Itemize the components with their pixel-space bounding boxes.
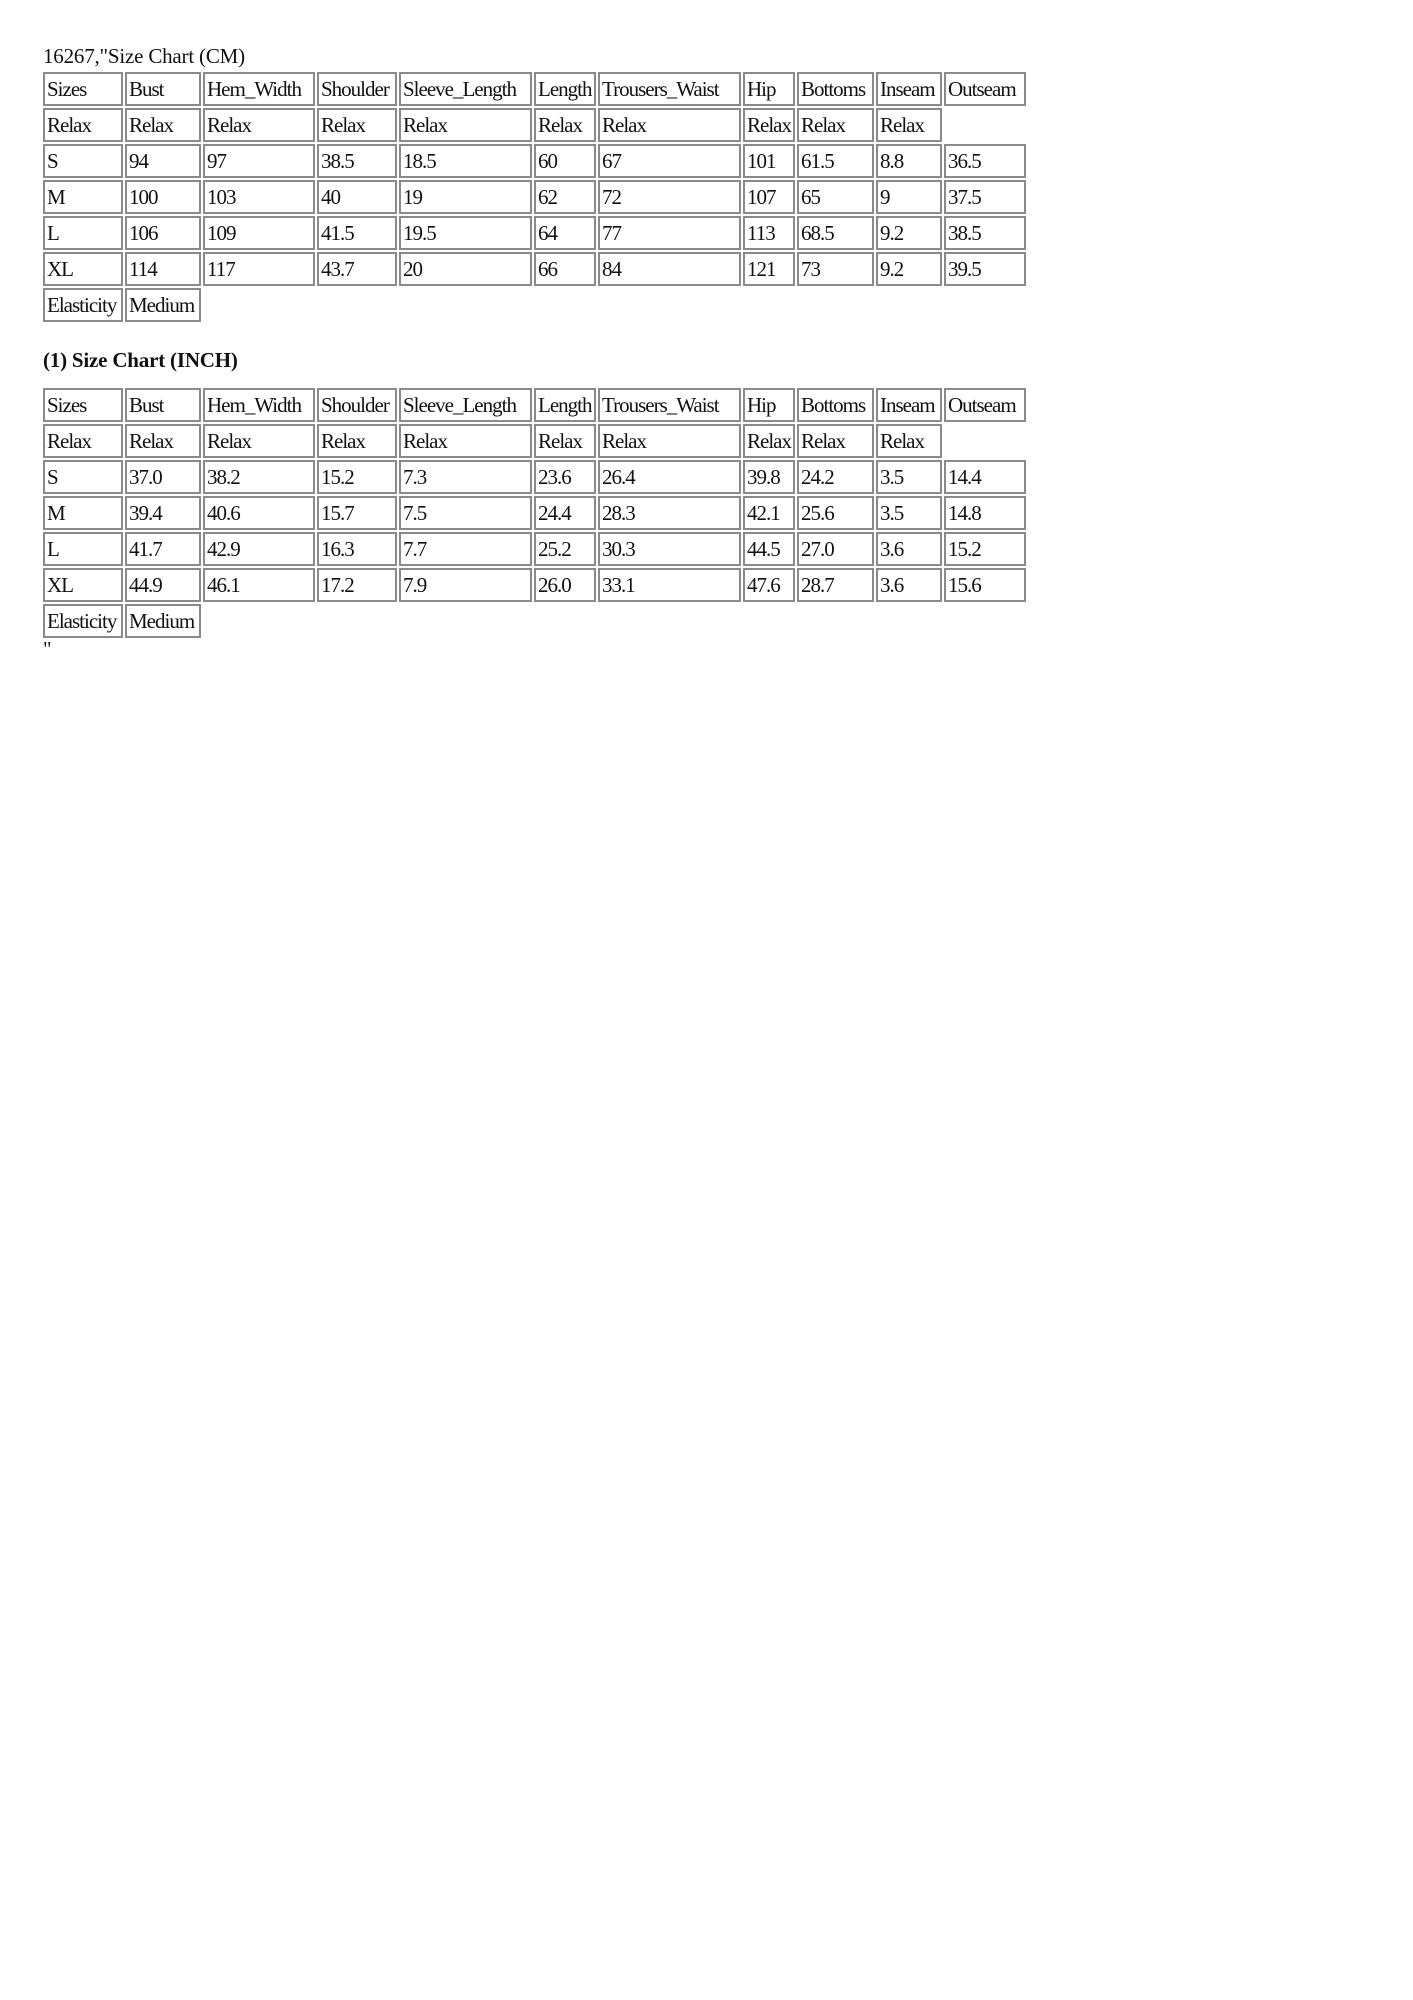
table-cell: 43.7 [317,252,397,286]
table-cell: 37.5 [944,180,1026,214]
table-cell: Relax [797,424,874,458]
table-cell: Relax [43,108,123,142]
size-chart-cm-table [41,70,1028,324]
table-cell: Bust [125,388,201,422]
table-cell: Relax [317,424,397,458]
table-cell: XL [43,568,123,602]
table-cell: L [43,532,123,566]
table-cell: 7.9 [399,568,532,602]
table-cell: 103 [203,180,315,214]
table-cell: 77 [598,216,741,250]
table-cell: 15.2 [944,532,1026,566]
table-cell: Bottoms [797,388,874,422]
table-cell: Relax [534,424,596,458]
table-cell: Relax [876,108,942,142]
table-cell: 15.6 [944,568,1026,602]
table-cell: 94 [125,144,201,178]
table-cell: 44.9 [125,568,201,602]
table-cell: 15.7 [317,496,397,530]
table-cell: 7.3 [399,460,532,494]
table-cell: 3.6 [876,568,942,602]
table-cell-absent [876,288,942,322]
table-cell: Relax [203,424,315,458]
table-row [43,252,1026,286]
table-row [43,568,1026,602]
table-cell: Length [534,72,596,106]
table-header-row [43,72,1026,106]
table-cell: 9.2 [876,216,942,250]
table-cell: 97 [203,144,315,178]
table-cell: Relax [399,424,532,458]
table-cell-absent [534,604,596,638]
table-cell: 113 [743,216,795,250]
table-cell-absent [317,288,397,322]
table-cell: Relax [598,424,741,458]
table-cell: 16.3 [317,532,397,566]
table-cell: Hip [743,72,795,106]
table-cell: 106 [125,216,201,250]
table-cell: 73 [797,252,874,286]
table-fit-row [43,424,1026,458]
table-cell: Elasticity [43,288,123,322]
table-cell: 46.1 [203,568,315,602]
table-cell: 64 [534,216,596,250]
table-cell: 9 [876,180,942,214]
table-cell: 39.8 [743,460,795,494]
table-cell: L [43,216,123,250]
table-cell: 62 [534,180,596,214]
table-row [43,460,1026,494]
table-cell: Relax [534,108,596,142]
table-cell: 26.4 [598,460,741,494]
table-cell: 38.5 [317,144,397,178]
table-cell: Relax [43,424,123,458]
table-row [43,144,1026,178]
table-cell: Shoulder [317,388,397,422]
table-cell: Inseam [876,72,942,106]
table-cell: Outseam [944,388,1026,422]
table-cell: Relax [743,424,795,458]
table-cell [944,424,1026,458]
table-cell: 84 [598,252,741,286]
table-cell-absent [598,288,741,322]
table-cell: XL [43,252,123,286]
table-cell: 30.3 [598,532,741,566]
table-cell: 24.4 [534,496,596,530]
table-cell: Sizes [43,388,123,422]
table-cell-absent [743,604,795,638]
table-cell: 66 [534,252,596,286]
table-cell: 19.5 [399,216,532,250]
table-cell: 68.5 [797,216,874,250]
table-cell: 24.2 [797,460,874,494]
table-cell: Relax [203,108,315,142]
table-cell: Medium [125,288,201,322]
table-elasticity-row [43,288,1026,322]
table-cell: 41.5 [317,216,397,250]
table-cell: Medium [125,604,201,638]
table-cell-absent [944,288,1026,322]
table-cell: 33.1 [598,568,741,602]
inch-section-title: (1) Size Chart (INCH) [43,348,238,372]
table-cell: Trousers_Waist [598,72,741,106]
table-cell: Relax [125,424,201,458]
table-cell: Elasticity [43,604,123,638]
table-cell: Bust [125,72,201,106]
table-cell-absent [797,604,874,638]
table-cell: Hem_Width [203,388,315,422]
table-header-row [43,388,1026,422]
table-cell: 25.2 [534,532,596,566]
table-cell-absent [203,604,315,638]
table-row [43,180,1026,214]
table-cell-absent [598,604,741,638]
size-chart-inch-table [41,386,1028,640]
table-cell [944,108,1026,142]
table-cell: 26.0 [534,568,596,602]
table-cell-absent [876,604,942,638]
table-elasticity-row [43,604,1026,638]
table-cell: 61.5 [797,144,874,178]
table-row [43,216,1026,250]
table-cell: Shoulder [317,72,397,106]
table-cell: 44.5 [743,532,795,566]
table-cell: 20 [399,252,532,286]
table-cell: 47.6 [743,568,795,602]
table-cell: Trousers_Waist [598,388,741,422]
table-row [43,496,1026,530]
table-cell: 114 [125,252,201,286]
table-cell: 39.5 [944,252,1026,286]
table-cell: 121 [743,252,795,286]
table-cell: 41.7 [125,532,201,566]
table-cell-absent [203,288,315,322]
table-cell: 42.1 [743,496,795,530]
table-cell-absent [534,288,596,322]
table-cell: 14.4 [944,460,1026,494]
table-cell-absent [317,604,397,638]
table-cell: 3.5 [876,460,942,494]
table-cell: M [43,496,123,530]
table-cell: 28.7 [797,568,874,602]
table-cell: Hip [743,388,795,422]
table-cell: 38.2 [203,460,315,494]
table-cell: Length [534,388,596,422]
table-cell-absent [797,288,874,322]
table-cell: Sleeve_Length [399,72,532,106]
table-cell: 67 [598,144,741,178]
table-cell: 18.5 [399,144,532,178]
table-cell: 117 [203,252,315,286]
table-cell: Relax [876,424,942,458]
table-cell: 15.2 [317,460,397,494]
table-cell: 100 [125,180,201,214]
table-cell: Outseam [944,72,1026,106]
table-cell: M [43,180,123,214]
table-cell: Hem_Width [203,72,315,106]
closing-quote: " [43,637,52,661]
table-cell: Relax [743,108,795,142]
table-cell: 101 [743,144,795,178]
table-cell: 72 [598,180,741,214]
table-cell: 39.4 [125,496,201,530]
table-cell-absent [399,604,532,638]
table-cell: 65 [797,180,874,214]
table-cell-absent [743,288,795,322]
table-cell: Sleeve_Length [399,388,532,422]
table-cell: 7.5 [399,496,532,530]
table-cell: 60 [534,144,596,178]
table-cell: 27.0 [797,532,874,566]
table-cell: 17.2 [317,568,397,602]
table-cell: 14.8 [944,496,1026,530]
table-cell: 40 [317,180,397,214]
table-row [43,532,1026,566]
table-cell: 109 [203,216,315,250]
table-cell: S [43,144,123,178]
table-cell: Relax [399,108,532,142]
table-cell: 8.8 [876,144,942,178]
document-title: 16267,"Size Chart (CM) [43,44,245,68]
table-cell: 107 [743,180,795,214]
table-fit-row [43,108,1026,142]
table-cell: S [43,460,123,494]
table-cell: 40.6 [203,496,315,530]
table-cell: 36.5 [944,144,1026,178]
table-cell: 23.6 [534,460,596,494]
table-cell: Relax [317,108,397,142]
table-cell: Sizes [43,72,123,106]
table-cell: 3.5 [876,496,942,530]
table-cell: Bottoms [797,72,874,106]
table-cell: 25.6 [797,496,874,530]
document [43,42,1143,661]
table-cell: Relax [797,108,874,142]
table-cell: Inseam [876,388,942,422]
table-cell: 38.5 [944,216,1026,250]
table-cell: 37.0 [125,460,201,494]
table-cell: Relax [125,108,201,142]
table-cell: Relax [598,108,741,142]
table-cell: 7.7 [399,532,532,566]
table-cell-absent [944,604,1026,638]
table-cell: 28.3 [598,496,741,530]
table-cell: 9.2 [876,252,942,286]
table-cell: 42.9 [203,532,315,566]
table-cell-absent [399,288,532,322]
table-cell: 3.6 [876,532,942,566]
table-cell: 19 [399,180,532,214]
